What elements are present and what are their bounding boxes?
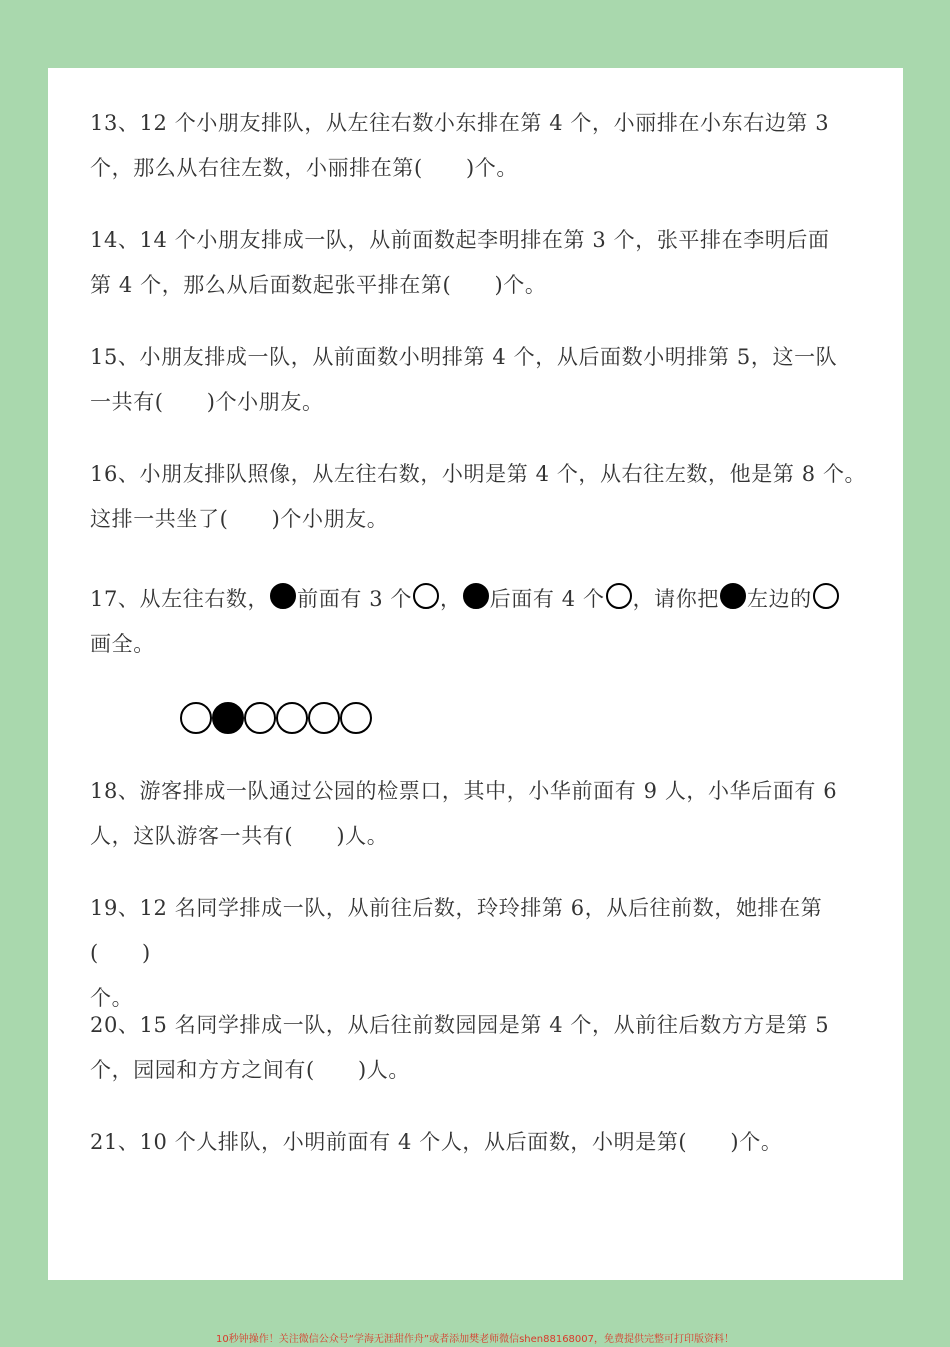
- question-21-line-1: 21、10 个人排队，小明前面有 4 个人，从后面数，小明是第( )个。: [90, 1130, 783, 1154]
- question-17-part-c: ，: [440, 587, 462, 611]
- empty-circle-icon: [308, 702, 340, 734]
- question-15-line-1: 15、小朋友排成一队，从前面数小明排第 4 个，从后面数小明排第 5，这一队: [90, 345, 838, 369]
- question-13-line-1: 13、12 个小朋友排队，从左往右数小东排在第 4 个，小丽排在小东右边第 3: [90, 111, 830, 135]
- question-14: [90, 218, 870, 308]
- question-14-line-2: 第 4 个，那么从后面数起张平排在第( )个。: [90, 273, 547, 297]
- question-19-line-1: 19、12 名同学排成一队，从前往后数，玲玲排第 6，从后往前数，她排在第( ): [90, 896, 823, 965]
- empty-circle-icon: [813, 583, 839, 609]
- question-19: [90, 886, 870, 1021]
- empty-circle-icon: [180, 702, 212, 734]
- question-17-part-d: 后面有 4 个: [489, 587, 605, 611]
- empty-circle-icon: [244, 702, 276, 734]
- question-20-line-2: 个，园园和方方之间有( )人。: [90, 1058, 410, 1082]
- empty-circle-icon: [340, 702, 372, 734]
- question-17-part-f: 左边的: [746, 587, 812, 611]
- filled-circle-icon: [720, 583, 746, 609]
- footer-promo-text: 10秒钟操作！关注微信公众号“学海无涯甜作舟”或者添加樊老师微信shen88168007，免费提供完整可打印版资料！: [215, 1334, 735, 1345]
- empty-circle-icon: [276, 702, 308, 734]
- question-17-line-2: 画全。: [90, 632, 155, 656]
- question-16: [90, 452, 870, 542]
- question-17-part-b: 前面有 3 个: [297, 587, 413, 611]
- filled-circle-icon: [270, 583, 296, 609]
- question-16-line-2: 这排一共坐了( )个小朋友。: [90, 507, 389, 531]
- filled-circle-icon: [212, 702, 244, 734]
- question-18-line-2: 人，这队游客一共有( )人。: [90, 824, 389, 848]
- question-17: [90, 577, 870, 667]
- worksheet-page: [48, 68, 903, 1280]
- question-18-line-1: 18、游客排成一队通过公园的检票口，其中，小华前面有 9 人，小华后面有 6: [90, 779, 838, 803]
- circle-row: [180, 702, 372, 736]
- question-16-line-1: 16、小朋友排队照像，从左往右数，小明是第 4 个，从右往左数，他是第 8 个。: [90, 462, 867, 486]
- empty-circle-icon: [413, 583, 439, 609]
- question-13-line-2: 个，那么从右往左数，小丽排在第( )个。: [90, 156, 518, 180]
- question-18: [90, 769, 870, 859]
- empty-circle-icon: [606, 583, 632, 609]
- question-14-line-1: 14、14 个小朋友排成一队，从前面数起李明排在第 3 个，张平排在李明后面: [90, 228, 830, 252]
- filled-circle-icon: [463, 583, 489, 609]
- question-20-line-1: 20、15 名同学排成一队，从后往前数园园是第 4 个，从前往后数方方是第 5: [90, 1013, 830, 1037]
- question-15: [90, 335, 870, 425]
- question-21: [90, 1120, 870, 1165]
- question-17-part-e: ，请你把: [632, 587, 719, 611]
- question-20: [90, 1003, 870, 1093]
- question-19-line-2: 个。: [90, 986, 134, 1010]
- question-17-part-a: 17、从左往右数，: [90, 587, 270, 611]
- question-13: [90, 101, 870, 191]
- question-15-line-2: 一共有( )个小朋友。: [90, 390, 324, 414]
